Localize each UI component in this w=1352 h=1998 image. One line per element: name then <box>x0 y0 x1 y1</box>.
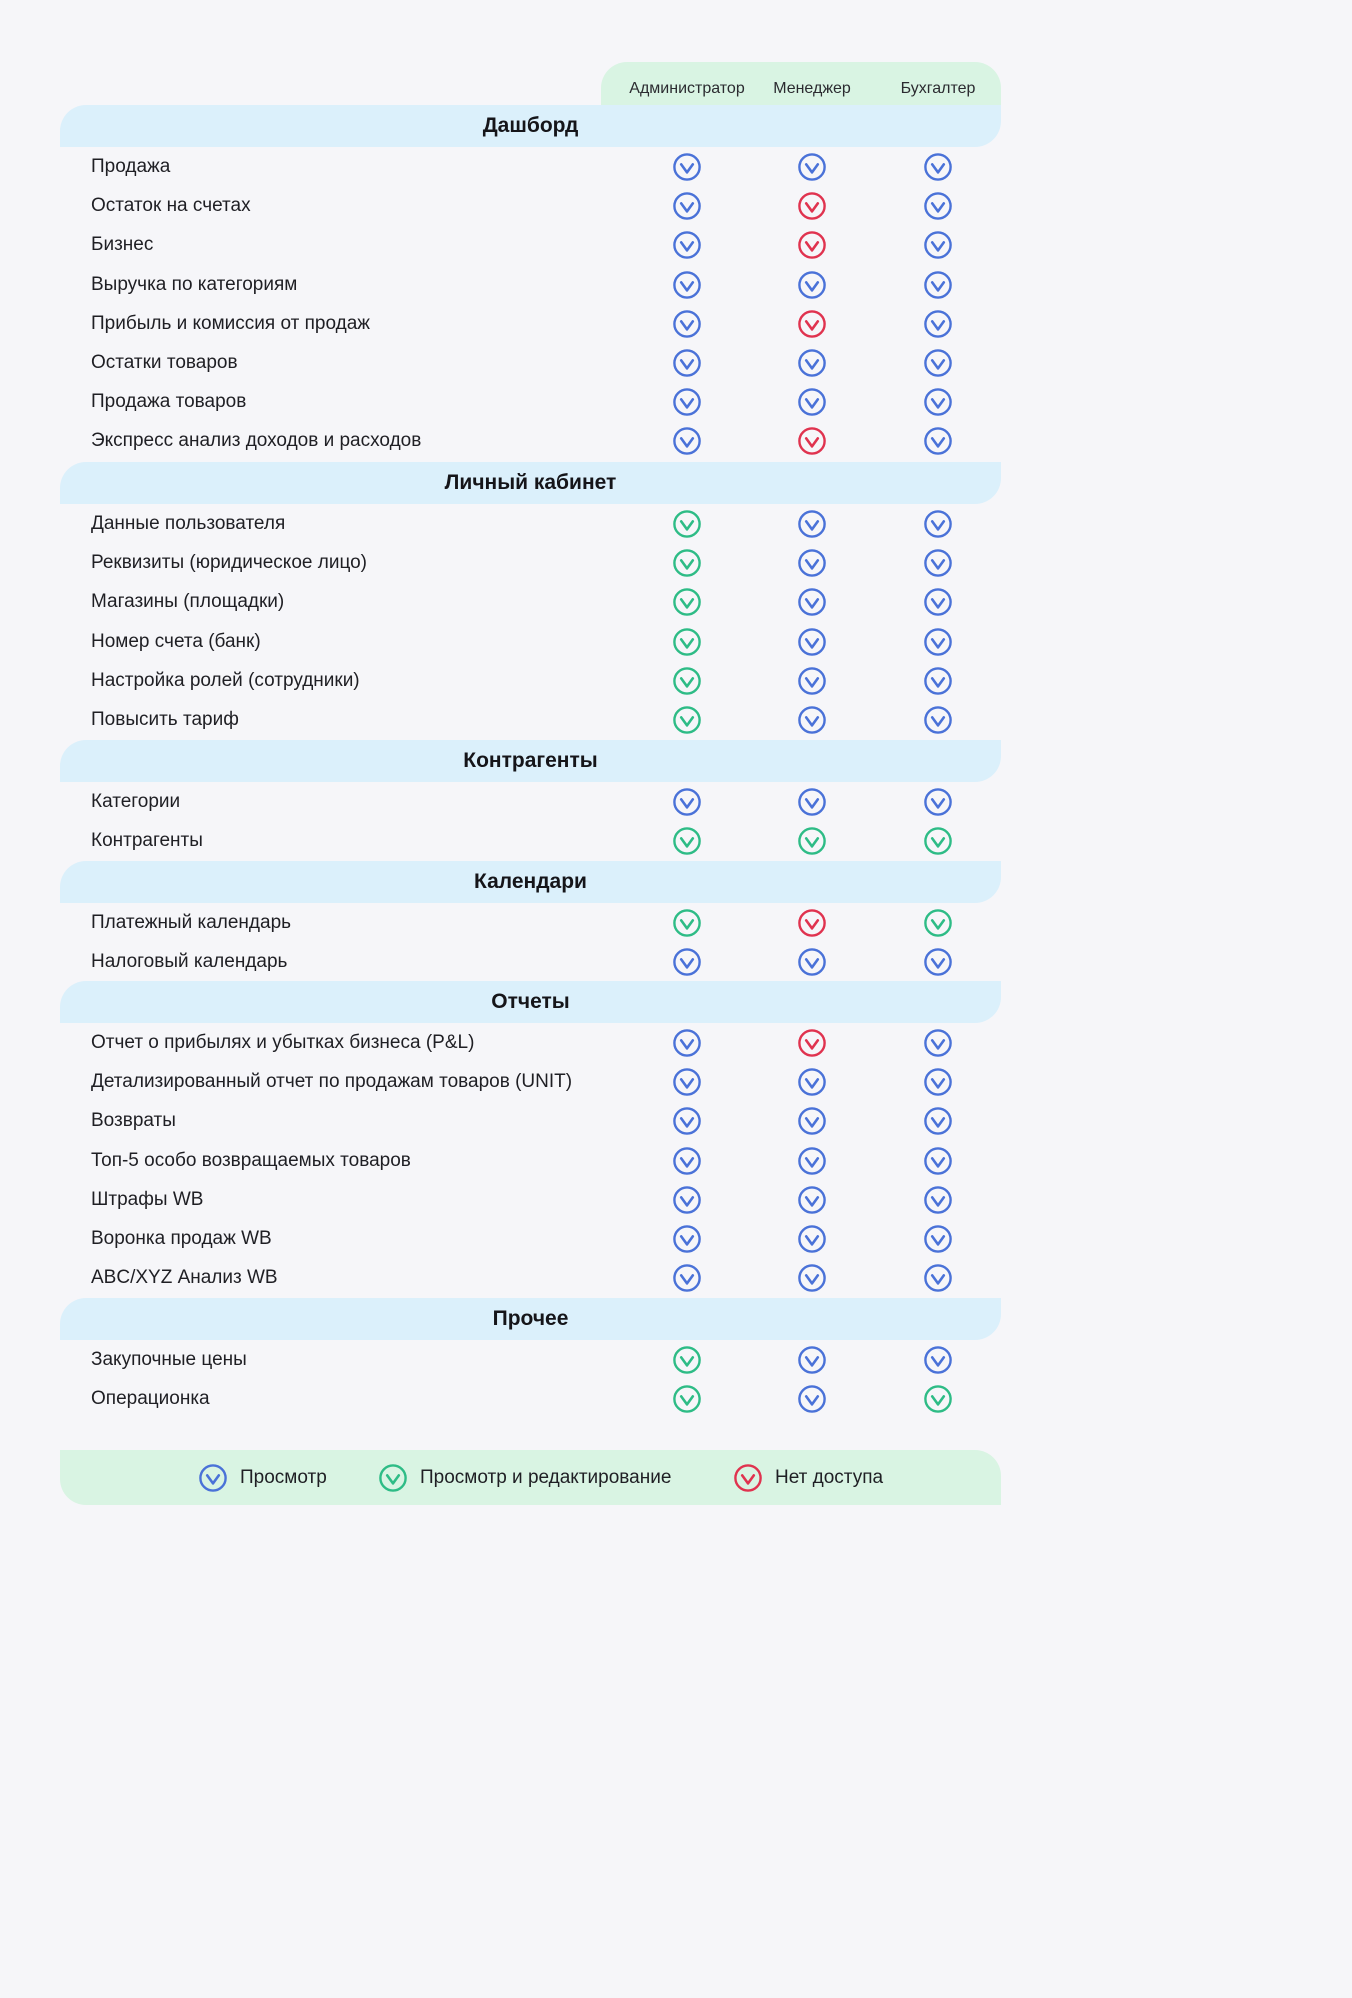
check-circle-blue-icon <box>672 947 702 977</box>
check-circle-blue-icon <box>797 627 827 657</box>
check-circle-blue-icon <box>672 1185 702 1215</box>
check-circle-red-icon <box>797 908 827 938</box>
check-circle-blue-icon <box>797 666 827 696</box>
row-label: Остатки товаров <box>91 352 238 373</box>
check-circle-blue-icon <box>923 548 953 578</box>
section-title: Прочее <box>492 1307 569 1330</box>
check-circle-blue-icon <box>797 1106 827 1136</box>
check-circle-blue-icon <box>672 1224 702 1254</box>
check-circle-blue-icon <box>923 1224 953 1254</box>
check-circle-blue-icon <box>797 1224 827 1254</box>
check-circle-blue-icon <box>672 191 702 221</box>
check-circle-green-icon <box>923 826 953 856</box>
row-label: Закупочные цены <box>91 1349 247 1370</box>
row-label: Топ-5 особо возвращаемых товаров <box>91 1149 411 1171</box>
check-circle-red-icon <box>733 1463 763 1493</box>
check-circle-blue-icon <box>923 1028 953 1058</box>
check-circle-blue-icon <box>923 309 953 339</box>
check-circle-blue-icon <box>672 1146 702 1176</box>
check-circle-blue-icon <box>923 947 953 977</box>
check-circle-blue-icon <box>797 387 827 417</box>
row-label: Штрафы WB <box>91 1188 204 1210</box>
check-circle-blue-icon <box>797 1263 827 1293</box>
check-circle-green-icon <box>672 705 702 735</box>
check-circle-blue-icon <box>923 426 953 456</box>
check-circle-green-icon <box>672 627 702 657</box>
check-circle-blue-icon <box>797 1146 827 1176</box>
row-label: Детализированный отчет по продажам товаров (UNIT) <box>91 1071 573 1093</box>
section-title: Контрагенты <box>463 749 598 772</box>
check-circle-blue-icon <box>797 270 827 300</box>
row-label: Реквизиты (юридическое лицо) <box>91 552 368 574</box>
check-circle-blue-icon <box>672 230 702 260</box>
check-circle-red-icon <box>797 191 827 221</box>
check-circle-blue-icon <box>672 787 702 817</box>
row-label: Данные пользователя <box>91 513 286 534</box>
check-circle-blue-icon <box>923 1185 953 1215</box>
row-label: Возвраты <box>91 1110 176 1132</box>
check-circle-blue-icon <box>923 270 953 300</box>
check-circle-blue-icon <box>672 1067 702 1097</box>
check-circle-blue-icon <box>672 348 702 378</box>
check-circle-blue-icon <box>923 1146 953 1176</box>
section-title: Календари <box>474 870 587 893</box>
row-label: Отчет о прибылях и убытках бизнеса (P&L) <box>91 1032 475 1053</box>
check-circle-blue-icon <box>672 1106 702 1136</box>
row-label: Повысить тариф <box>91 709 239 730</box>
check-circle-blue-icon <box>923 787 953 817</box>
check-circle-blue-icon <box>672 1263 702 1293</box>
check-circle-blue-icon <box>797 1185 827 1215</box>
row-label: Прибыль и комиссия от продаж <box>91 312 370 334</box>
check-circle-red-icon <box>797 426 827 456</box>
row-label: Бизнес <box>91 234 154 256</box>
check-circle-blue-icon <box>672 309 702 339</box>
check-circle-green-icon <box>672 908 702 938</box>
check-circle-blue-icon <box>672 387 702 417</box>
check-circle-blue-icon <box>797 787 827 817</box>
check-circle-red-icon <box>797 1028 827 1058</box>
check-circle-blue-icon <box>923 152 953 182</box>
row-label: Категории <box>91 791 181 812</box>
check-circle-blue-icon <box>923 348 953 378</box>
row-label: Операционка <box>91 1388 210 1410</box>
row-label: Налоговый календарь <box>91 951 288 973</box>
row-label: Остаток на счетах <box>91 195 251 217</box>
check-circle-green-icon <box>672 1384 702 1414</box>
check-circle-blue-icon <box>797 348 827 378</box>
check-circle-green-icon <box>797 826 827 856</box>
check-circle-blue-icon <box>923 1263 953 1293</box>
legend-label: Просмотр <box>240 1467 327 1488</box>
check-circle-blue-icon <box>672 1028 702 1058</box>
check-circle-blue-icon <box>923 509 953 539</box>
check-circle-red-icon <box>797 309 827 339</box>
row-label: Магазины (площадки) <box>91 591 285 613</box>
section-title: Отчеты <box>491 990 570 1013</box>
check-circle-blue-icon <box>797 1067 827 1097</box>
check-circle-green-icon <box>672 548 702 578</box>
row-label: ABC/XYZ Анализ WB <box>91 1267 278 1289</box>
check-circle-blue-icon <box>797 587 827 617</box>
check-circle-green-icon <box>672 509 702 539</box>
check-circle-blue-icon <box>923 705 953 735</box>
check-circle-blue-icon <box>797 548 827 578</box>
check-circle-green-icon <box>672 826 702 856</box>
section-title: Дашборд <box>482 114 579 137</box>
role-name-manager: Менеджер <box>773 80 851 97</box>
check-circle-green-icon <box>923 1384 953 1414</box>
check-circle-blue-icon <box>923 587 953 617</box>
row-label: Выручка по категориям <box>91 273 298 295</box>
check-circle-green-icon <box>378 1463 408 1493</box>
row-label: Контрагенты <box>91 830 203 852</box>
check-circle-red-icon <box>797 230 827 260</box>
check-circle-green-icon <box>672 666 702 696</box>
section-title: Личный кабинет <box>444 471 617 494</box>
check-circle-green-icon <box>672 587 702 617</box>
check-circle-blue-icon <box>923 230 953 260</box>
check-circle-blue-icon <box>923 1345 953 1375</box>
check-circle-blue-icon <box>923 387 953 417</box>
check-circle-blue-icon <box>672 426 702 456</box>
check-circle-blue-icon <box>923 627 953 657</box>
check-circle-blue-icon <box>797 509 827 539</box>
check-circle-green-icon <box>923 908 953 938</box>
role-name-accountant: Бухгалтер <box>900 80 976 97</box>
row-label: Номер счета (банк) <box>91 630 261 652</box>
check-circle-blue-icon <box>797 705 827 735</box>
row-label: Воронка продаж WB <box>91 1228 272 1249</box>
row-label: Платежный календарь <box>91 912 292 933</box>
legend-label: Просмотр и редактирование <box>420 1467 672 1488</box>
row-label: Настройка ролей (сотрудники) <box>91 669 360 691</box>
row-label: Продажа <box>91 156 171 177</box>
check-circle-blue-icon <box>797 947 827 977</box>
legend-label: Нет доступа <box>775 1467 884 1488</box>
check-circle-blue-icon <box>923 1067 953 1097</box>
check-circle-blue-icon <box>672 270 702 300</box>
check-circle-blue-icon <box>797 1384 827 1414</box>
check-circle-blue-icon <box>797 1345 827 1375</box>
check-circle-blue-icon <box>923 666 953 696</box>
check-circle-blue-icon <box>797 152 827 182</box>
check-circle-blue-icon <box>923 191 953 221</box>
check-circle-blue-icon <box>198 1463 228 1493</box>
role-name-administrator: Администратор <box>629 80 745 97</box>
check-circle-blue-icon <box>923 1106 953 1136</box>
row-label: Продажа товаров <box>91 391 247 413</box>
check-circle-green-icon <box>672 1345 702 1375</box>
check-circle-blue-icon <box>672 152 702 182</box>
row-label: Экспресс анализ доходов и расходов <box>91 430 422 452</box>
